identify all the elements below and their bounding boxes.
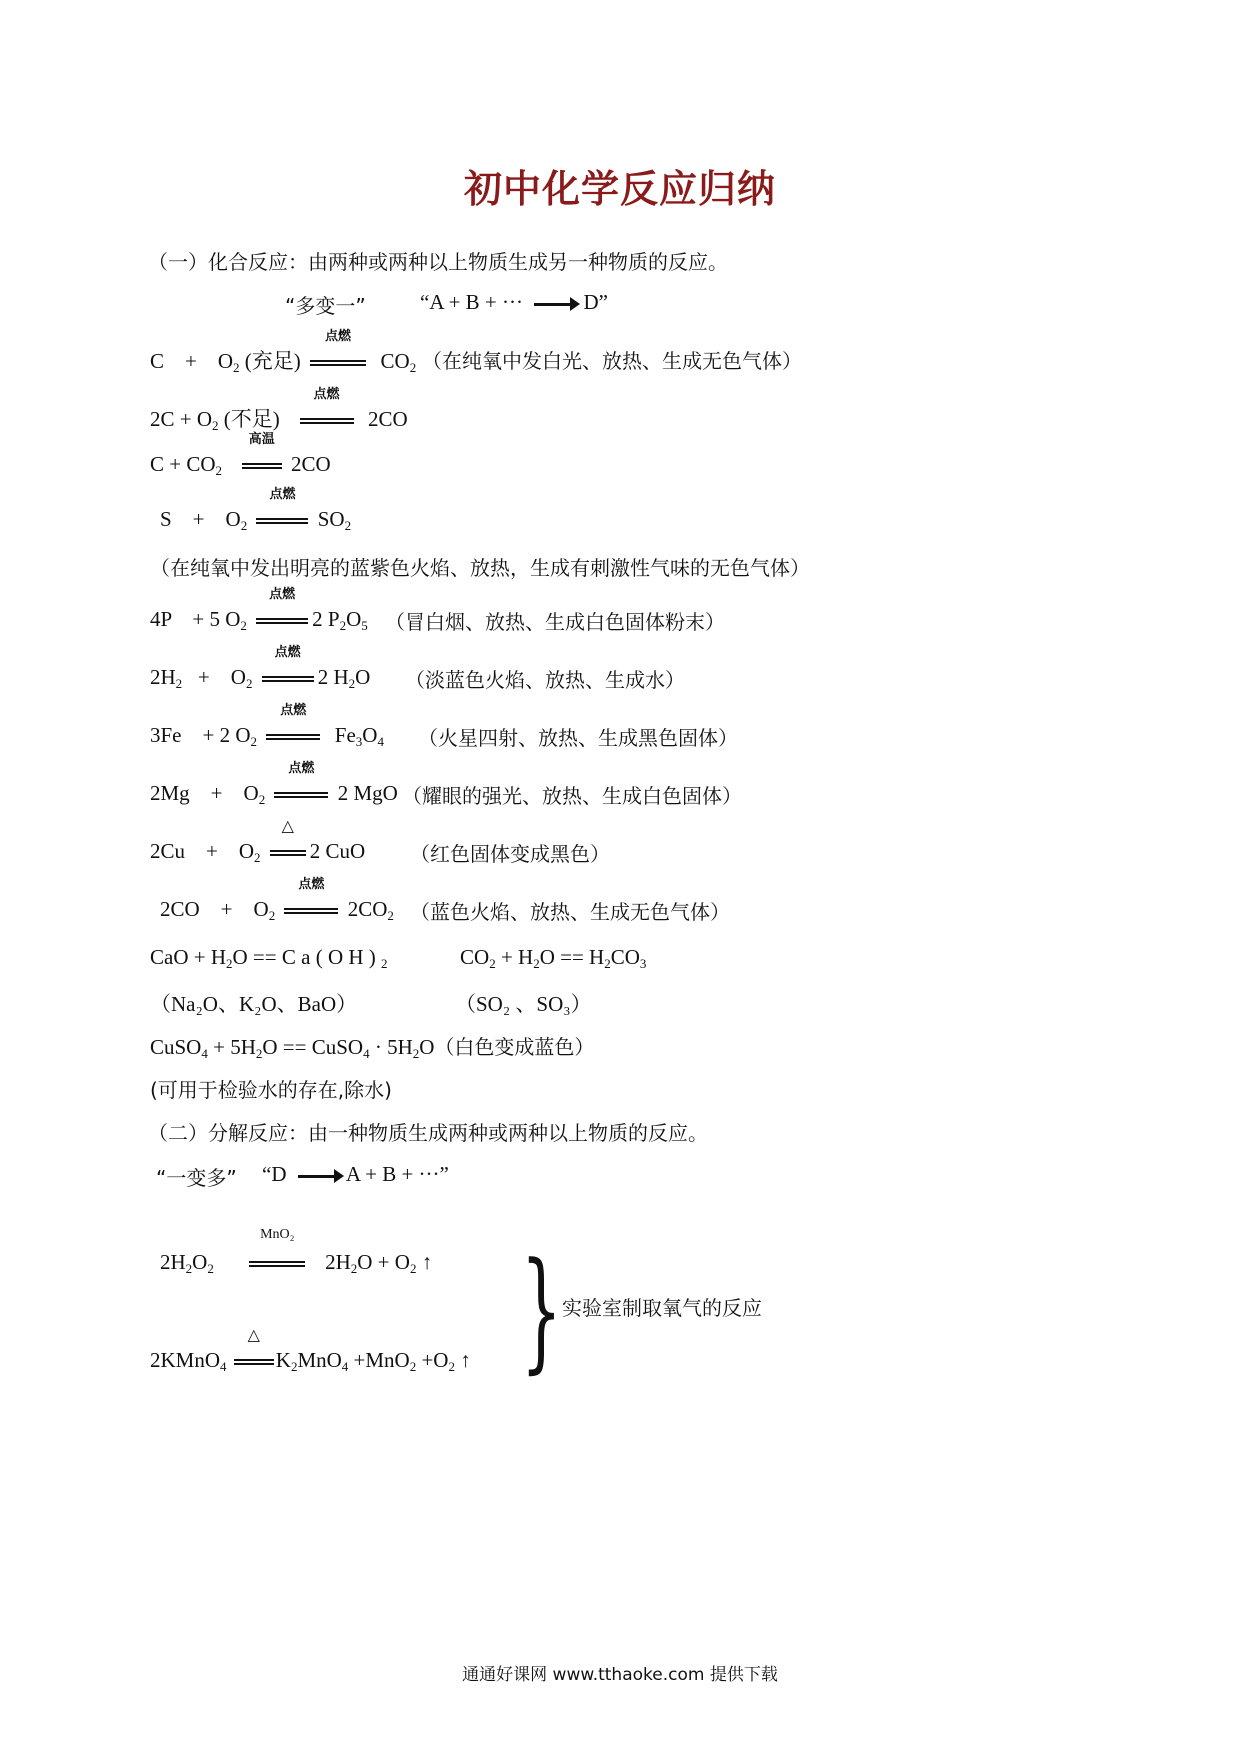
note-r10: （蓝色火焰、放热、生成无色气体） [410,900,730,924]
condition-ignite: 点燃 [256,507,308,532]
reaction-s-o2: S + $O_2$ 点燃 $SO_2$ [160,487,352,533]
reaction-c-o2-sufficient: C + $O_2$ (充足) 点燃 $CO_2$ [150,329,417,375]
section2-pattern-formula [262,1162,449,1187]
note-r5: （冒白烟、放热、生成白色固体粉末） [385,610,725,634]
pattern-right: A + B + ···” [345,1162,449,1186]
page-title: 初中化学反应归纳 [463,166,776,211]
section2-heading: （二）分解反应：由一种物质生成两种或两种以上物质的反应。 [148,1121,708,1145]
condition-high-temp: 高温 [242,452,282,477]
reaction-cu-o2: 2Cu + $O_2$ △ 2 CuO [150,816,366,865]
right-arrow-icon [534,303,572,306]
note-r9: （红色固体变成黑色） [410,842,610,866]
section2-pattern-word: “一变多” [156,1166,237,1190]
reaction-co2-h2o: $CO_2 + H_2O == H_2CO_3$ [460,945,647,971]
pattern-left: “A + B + ··· [420,290,524,314]
right-brace: } [520,1234,563,1386]
reaction-h2o2: $2H_2O_2$ MnO₂ $2H_2O + O_2$ ↑ [160,1227,433,1276]
condition-ignite: 点燃 [262,665,314,690]
note-oxides-right: （SO₂ 、SO₃） [455,992,592,1016]
condition-catalyst: MnO₂ [249,1250,305,1275]
pattern-left: “D [262,1162,287,1186]
reaction-cao-h2o: CaO + $H_2O == C$ a ( O H ) $_2$ [150,945,388,971]
note-r4: （在纯氧中发出明亮的蓝紫色火焰、放热，生成有刺激性气味的无色气体） [150,556,810,580]
condition-heat: △ [270,839,306,864]
reaction-p-o2: 4P + 5 $O_2$ 点燃 2 $P_2O_5$ [150,587,368,633]
condition-ignite: 点燃 [256,607,308,632]
footer: 通通好课网 www.tthaoke.com 提供下载 [462,1665,778,1685]
condition-heat: △ [234,1348,274,1373]
pattern-right: D” [583,290,609,314]
condition-ignite: 点燃 [274,781,328,806]
condition-ignite: 点燃 [300,407,354,432]
condition-ignite: 点燃 [284,897,338,922]
reaction-h2-o2: $2H_2$ + $O_2$ 点燃 2 $H_2O$ [150,645,371,691]
section1-heading: （一）化合反应：由两种或两种以上物质生成另一种物质的反应。 [148,250,728,274]
reaction-kmno4: 2KMnO$_4$ △ $K_2MnO_4 +MnO_2 +O_2$ ↑ [150,1325,471,1374]
reaction-c-o2-insufficient: $2C + O_2$ (不足) 点燃 2CO [150,387,408,433]
reaction-co-o2: 2CO + $O_2$ 点燃 $2CO_2$ [160,877,394,923]
note-oxides-left: （Na₂O、K₂O、BaO） [150,992,358,1016]
note-cuso4: （白色变成蓝色） [434,1035,595,1059]
section1-pattern-word: “多变一” [285,294,366,318]
reaction-mg-o2: 2Mg + $O_2$ 点燃 2 MgO [150,761,398,807]
brace-note: 实验室制取氧气的反应 [562,1296,762,1320]
reaction-fe-o2: 3Fe + 2 $O_2$ 点燃 $Fe_3O_4$ [150,703,384,749]
note-water-check: (可用于检验水的存在,除水) [150,1078,392,1102]
note-r8: （耀眼的强光、放热、生成白色固体） [402,784,742,808]
right-arrow-icon [298,1175,336,1178]
reaction-cuso4-h2o: CuSO$_4$ + $5H_2O$ == CuSO$_4$ · $5H_2O$（白色变成蓝色） [150,1035,595,1061]
note-r6: （淡蓝色火焰、放热、生成水） [405,668,685,692]
note-r7: （火星四射、放热、生成黑色固体） [418,726,738,750]
reaction-c-co2: $C + CO_2$ 高温 2CO [150,432,331,478]
note-r1: （在纯氧中发白光、放热、生成无色气体） [422,349,802,373]
section1-pattern-formula [420,290,608,315]
condition-ignite: 点燃 [310,349,366,374]
condition-ignite: 点燃 [266,723,320,748]
